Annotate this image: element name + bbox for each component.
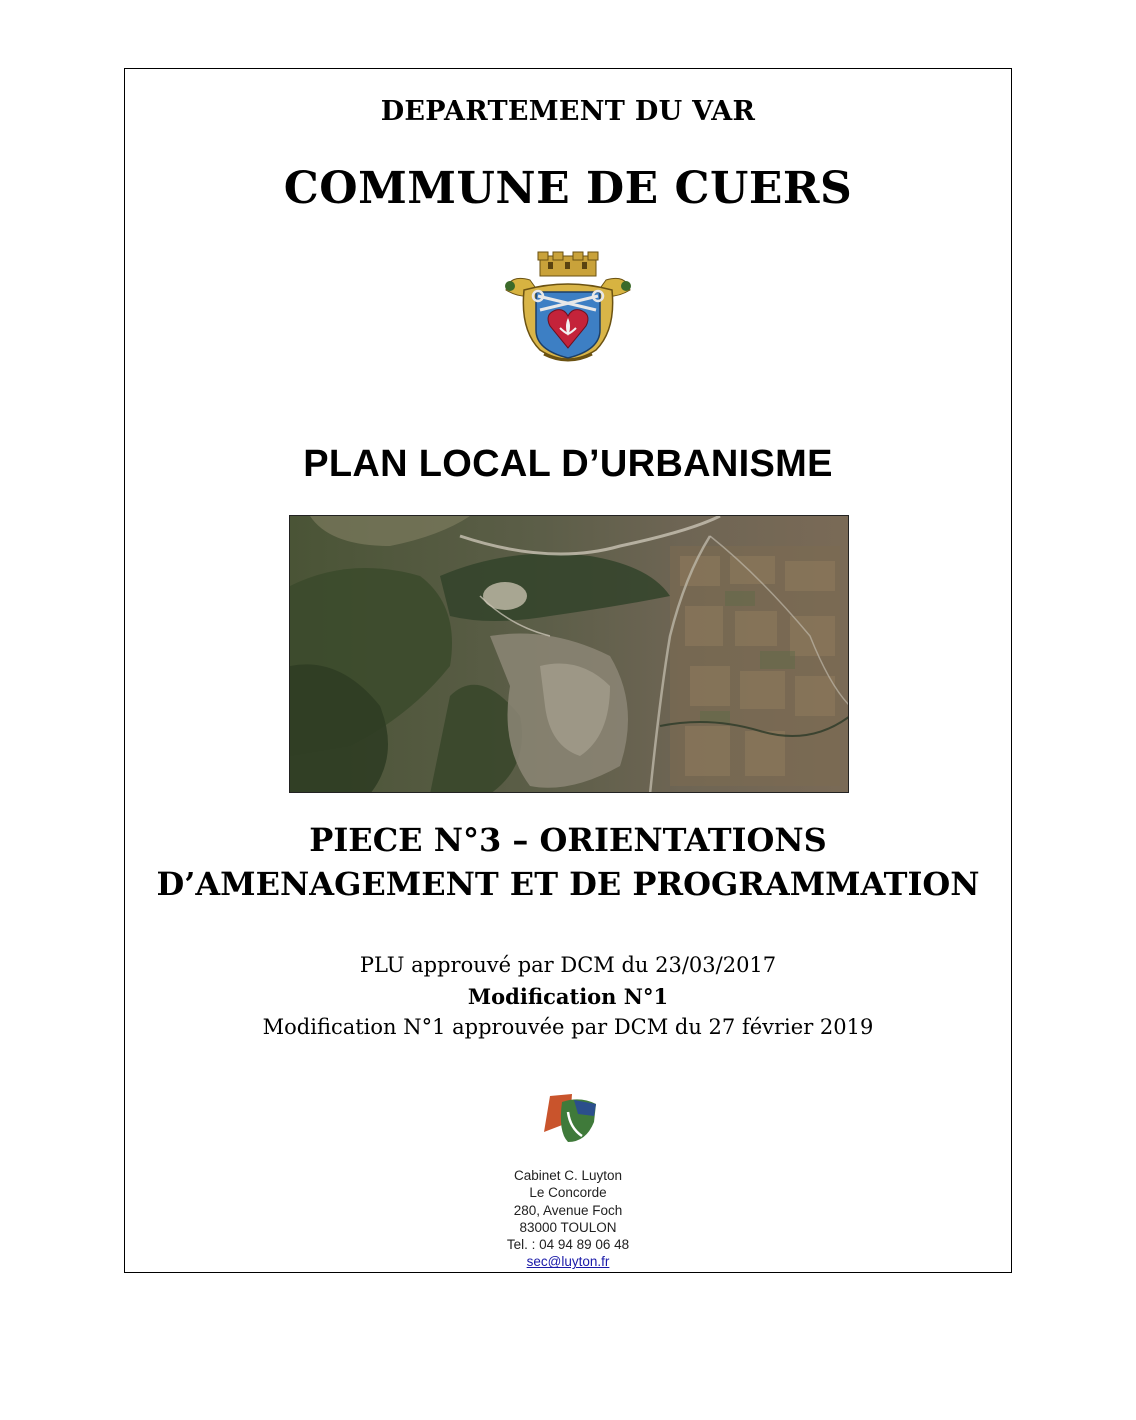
email-link[interactable]: sec@luyton.fr (526, 1254, 610, 1270)
address-block (124, 1167, 1012, 1271)
department-heading: DEPARTEMENT DU VAR (380, 96, 756, 127)
piece-title-line2: D’AMENAGEMENT ET DE PROGRAMMATION (156, 865, 980, 903)
city-postal: 83000 TOULON (519, 1219, 617, 1235)
piece-title-line1: PIECE N°3 – ORIENTATIONS (309, 821, 827, 859)
cabinet-luyton-logo-icon (540, 1092, 598, 1144)
modification-heading: Modification N°1 (467, 984, 669, 1009)
aerial-photo-image (289, 515, 849, 793)
approval-info (124, 950, 1012, 1043)
piece-title (124, 818, 1012, 906)
coat-of-arms-icon (500, 250, 636, 368)
street-address: 280, Avenue Foch (513, 1202, 623, 1218)
approval-line: PLU approuvé par DCM du 23/03/2017 (359, 953, 777, 977)
plan-title: PLAN LOCAL D’URBANISME (303, 443, 833, 485)
phone-number: Tel. : 04 94 89 06 48 (506, 1237, 630, 1253)
cabinet-name: Cabinet C. Luyton (513, 1168, 623, 1183)
commune-title: COMMUNE DE CUERS (283, 163, 853, 214)
building-name: Le Concorde (529, 1185, 607, 1201)
modification-approval-line: Modification N°1 approuvée par DCM du 27 février 2019 (262, 1015, 874, 1039)
